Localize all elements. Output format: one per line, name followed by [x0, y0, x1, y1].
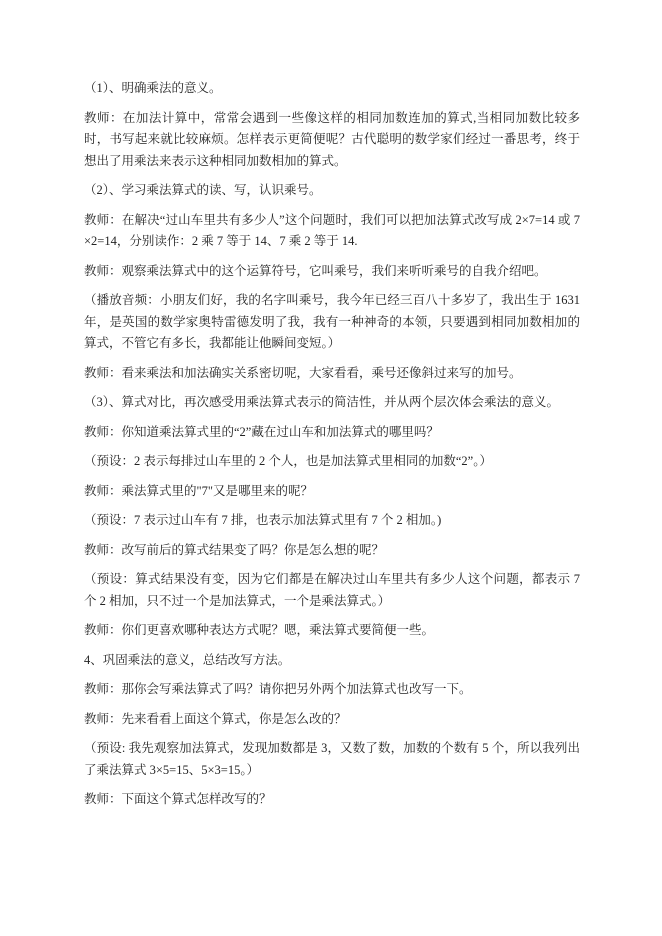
- paragraph: 4、巩固乘法的意义，总结改写方法。: [84, 652, 291, 667]
- paragraph: 教师：先来看看上面这个算式，你是怎么改的？: [84, 711, 347, 726]
- paragraph: 教师：你知道乘法算式里的“2”藏在过山车和加法算式的哪里吗？: [84, 424, 439, 439]
- paragraph: 教师：乘法算式里的"7"又是哪里来的呢？: [84, 483, 313, 498]
- paragraph: 教师：看来乘法和加法确实关系密切呢，大家看看，乘号还像斜过来写的加号。: [84, 365, 522, 380]
- paragraph: （预设: 我先观察加法算式，发现加数都是 3，又数了数，加数的个数有 5 个，所以我列出了乘法算式 3×5=15、5×3=15。）: [84, 741, 580, 777]
- paragraph: （2）、学习乘法算式的读、写，认识乘号。: [84, 183, 322, 197]
- paragraph: 教师：改写前后的算式结果变了吗？你是怎么想的呢？: [84, 542, 385, 557]
- paragraph: 教师：在解决“过山车里共有多少人”这个问题时，我们可以把加法算式改写成 2×7=14 或 7×2=14，分别读作：2 乘 7 等于 14、7 乘 2 等于 14.: [84, 212, 580, 248]
- paragraph: 教师：在加法计算中，常常会遇到一些像这样的相同加数连加的算式,当相同加数比较多时，书写起来就比较麻烦。怎样表示更简便呢？古代聪明的数学家们经过一番思考，终于想出了用乘法来表示这种相同加数相加的算式。: [84, 110, 580, 168]
- paragraph: （预设：7 表示过山车有 7 排，也表示加法算式里有 7 个 2 相加。): [84, 513, 442, 527]
- document-content: [84, 78, 580, 819]
- paragraph: （播放音频：小朋友们好，我的名字叫乘号，我今年已经三百八十多岁了，我出生于 1631 年，是英国的数学家奥特雷德发明了我，我有一种神奇的本领，只要遇到相同加数相加的算式，不管它有多长，我都能让他瞬间变短。）: [84, 293, 580, 350]
- paragraph: 教师：你们更喜欢哪种表达方式呢？嗯，乘法算式要简便一些。: [84, 623, 435, 637]
- paragraph: 教师：观察乘法算式中的这个运算符号，它叫乘号，我们来听听乘号的自我介绍吧。: [84, 263, 547, 278]
- paragraph: （预设：算式结果没有变，因为它们都是在解决过山车里共有多少人这个问题，都表示 7 个 2 相加，只不过一个是加法算式，一个是乘法算式。）: [84, 572, 580, 608]
- paragraph: （1）、明确乘法的意义。: [84, 81, 222, 95]
- paragraph: （3）、算式对比，再次感受用乘法算式表示的简洁性，并从两个层次体会乘法的意义。: [84, 395, 560, 409]
- paragraph: 教师：下面这个算式怎样改写的？: [84, 792, 272, 806]
- paragraph: 教师：那你会写乘法算式了吗？请你把另外两个加法算式也改写一下。: [84, 682, 472, 696]
- paragraph: （预设：2 表示每排过山车里的 2 个人，也是加法算式里相同的加数“2”。）: [84, 454, 492, 468]
